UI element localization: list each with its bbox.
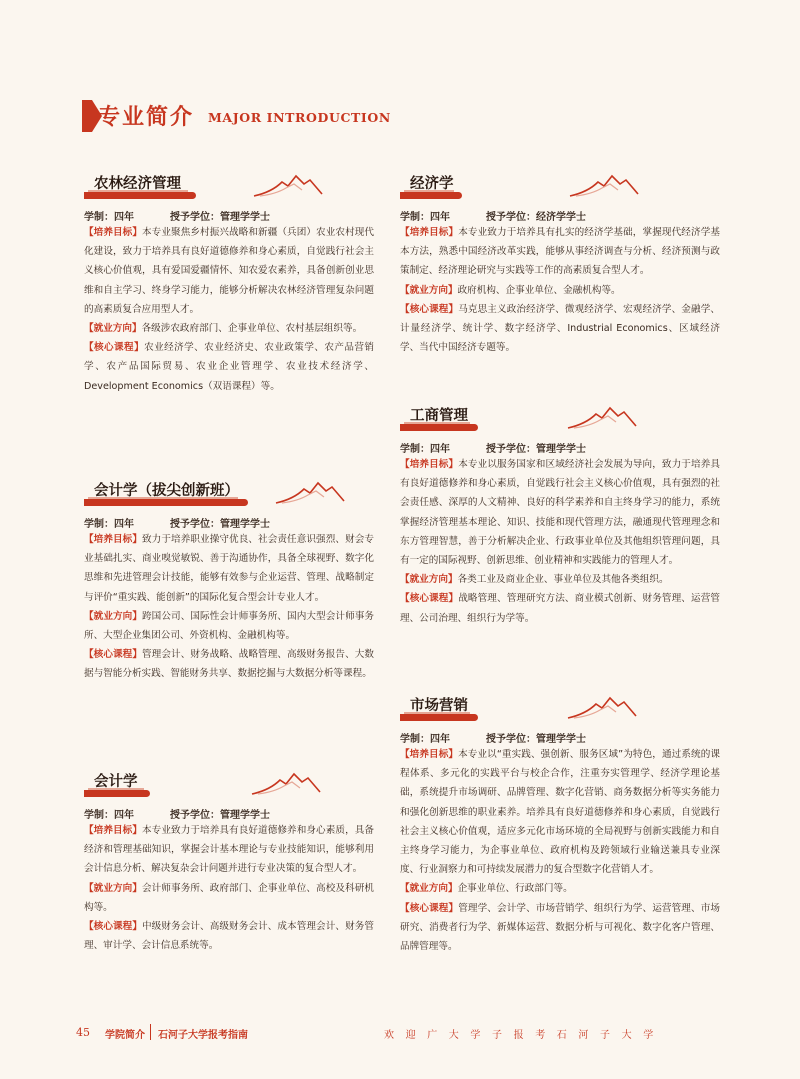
major-section-accounting-elite [84, 477, 374, 684]
career-text: 企事业单位、行政部门等。 [457, 883, 573, 895]
courses-paragraph [84, 917, 374, 955]
courses-text: 战略管理、管理研究方法、商业模式创新、财务管理、运营管理、公司治理、组织行为学等。 [400, 593, 721, 624]
goal-paragraph [84, 821, 374, 879]
duration: 学制：四年 [400, 734, 450, 745]
courses-label: 【核心课程】 [84, 649, 143, 661]
mountain-icon [252, 170, 324, 200]
courses-text: 中级财务会计、高级财务会计、成本管理会计、财务管理、审计学、会计信息系统等。 [84, 921, 374, 952]
career-label: 【就业方向】 [84, 610, 143, 622]
major-section-business-admin [400, 402, 720, 628]
goal-label: 【培养目标】 [400, 227, 459, 238]
goal-label: 【培养目标】 [84, 825, 143, 836]
career-label: 【就业方向】 [84, 323, 142, 335]
major-title-row [400, 692, 720, 722]
goal-label: 【培养目标】 [84, 534, 143, 545]
career-text: 各类工业及商业企业、事业单位及其他各类组织。 [457, 574, 669, 586]
mountain-icon [274, 477, 346, 507]
header-title-cn: 专业简介 [98, 104, 195, 130]
duration: 学制：四年 [84, 810, 134, 821]
duration: 学制：四年 [84, 212, 134, 223]
major-title: 农林经济管理 [94, 176, 181, 192]
degree-line [84, 208, 374, 223]
career-paragraph [84, 607, 374, 645]
goal-text: 本专业致力于培养具有扎实的经济学基础，掌握现代经济学基本方法，熟悉中国经济改革实践，能够从事经济调查与分析、经济预测与政策制定、经济理论研究与实践等工作的高素质复合型人才。 [400, 227, 721, 277]
courses-text: 管理会计、财务战略、战略管理、高级财务报告、大数据与智能分析实践、智能财务共享、数据挖掘与大数据分析等课程。 [84, 649, 374, 680]
goal-paragraph [84, 223, 374, 319]
mountain-icon [568, 170, 640, 200]
major-title: 市场营销 [410, 698, 468, 714]
courses-text: 管理学、会计学、市场营销学、组织行为学、运营管理、市场研究、消费者行为学、新媒体运营、数据分析与可视化、数字化客户管理、品牌管理等。 [400, 902, 721, 953]
title-underline [400, 192, 462, 199]
degree: 授予学位：管理学学士 [486, 734, 586, 745]
goal-text: 本专业聚焦乡村振兴战略和新疆（兵团）农业农村现代化建设，致力于培养具有良好道德修养和身心素质，自觉践行社会主义核心价值观，具有爱国爱疆情怀、知农爱农素养，具备创新创业思维和自主学习、终身学习能力，能够分析解决农林经济管理复杂问题的高素质复合应用型人才。 [84, 227, 374, 315]
title-underline [84, 790, 150, 797]
courses-label: 【核心课程】 [84, 342, 145, 354]
footer-slogan: 欢迎广大学子报考石河子大学 [384, 1030, 665, 1041]
courses-paragraph [84, 338, 374, 396]
career-label: 【就业方向】 [400, 883, 458, 895]
footer-section-label: 学院简介 [105, 1030, 145, 1041]
career-text: 跨国公司、国际性会计师事务所、国内大型会计师事务所、大型企业集团公司、外资机构、金融机构等。 [84, 610, 374, 642]
major-section-agri-econ [84, 170, 374, 396]
career-paragraph [400, 281, 720, 300]
goal-text: 本专业致力于培养具有良好道德修养和身心素质，具备经济和管理基础知识，掌握会计基本理论与专业技能知识，能够利用会计信息分析、解决复杂会计问题并进行专业决策的复合型人才。 [84, 825, 374, 875]
courses-paragraph [400, 589, 720, 627]
major-title: 会计学（拔尖创新班） [94, 483, 239, 499]
goal-paragraph [400, 223, 720, 281]
career-text: 会计师事务所、政府部门、企事业单位、高校及科研机构等。 [84, 882, 374, 913]
title-underline [400, 714, 478, 721]
major-title-row [84, 477, 374, 507]
courses-label: 【核心课程】 [84, 921, 143, 933]
duration: 学制：四年 [400, 212, 450, 223]
courses-label: 【核心课程】 [400, 902, 459, 914]
footer-divider [150, 1024, 151, 1040]
duration: 学制：四年 [84, 519, 134, 530]
page-footer [0, 1018, 800, 1046]
duration: 学制：四年 [400, 444, 450, 455]
major-title: 经济学 [410, 176, 454, 192]
header-title-en: MAJOR INTRODUCTION [208, 110, 391, 125]
courses-label: 【核心课程】 [400, 593, 459, 605]
career-label: 【就业方向】 [84, 882, 143, 894]
courses-paragraph [84, 645, 374, 683]
degree-line [400, 440, 720, 455]
degree: 授予学位：经济学学士 [486, 212, 586, 223]
header-accent-bar [82, 100, 92, 132]
career-paragraph [400, 570, 720, 589]
degree: 授予学位：管理学学士 [486, 444, 586, 455]
courses-paragraph [400, 899, 720, 957]
footer-publication-title: 石河子大学报考指南 [158, 1030, 248, 1041]
goal-label: 【培养目标】 [84, 227, 143, 238]
career-paragraph [84, 319, 374, 338]
major-title-row [400, 402, 720, 432]
degree: 授予学位：管理学学士 [170, 519, 270, 530]
major-title: 会计学 [94, 774, 138, 790]
major-title: 工商管理 [410, 408, 468, 424]
career-label: 【就业方向】 [400, 284, 458, 296]
title-underline [84, 499, 248, 506]
title-underline [400, 424, 478, 431]
title-underline [84, 192, 196, 199]
page-number: 45 [76, 1026, 90, 1039]
degree-line [84, 515, 374, 530]
degree-line [400, 730, 720, 745]
career-text: 各级涉农政府部门、企事业单位、农村基层组织等。 [141, 323, 363, 335]
major-title-row [84, 170, 374, 200]
degree: 授予学位：管理学学士 [170, 810, 270, 821]
career-text: 政府机构、企事业单位、金融机构等。 [457, 284, 621, 296]
goal-text: 致力于培养职业操守优良、社会责任意识强烈、财会专业基础扎实、商业嗅觉敏锐、善于沟通协作，具备全球视野、数字化思维和先进管理会计技能，能够有效参与企业运营、管理、战略制定与评价“重实践、能创新”的国际化复合型会计专业人才。 [84, 534, 374, 603]
courses-paragraph [400, 300, 720, 358]
courses-text: 马克思主义政治经济学、微观经济学、宏观经济学、金融学、计量经济学、统计学、数字经济学、Industrial Economics、区域经济学、当代中国经济专题等。 [400, 303, 721, 354]
mountain-icon [566, 692, 638, 722]
goal-paragraph [400, 455, 720, 570]
goal-label: 【培养目标】 [400, 749, 459, 760]
goal-paragraph [400, 745, 720, 879]
degree-line [84, 806, 374, 821]
degree: 授予学位：管理学学士 [170, 212, 270, 223]
mountain-icon [250, 768, 322, 798]
major-title-row [84, 768, 374, 798]
courses-label: 【核心课程】 [400, 303, 459, 315]
major-section-marketing [400, 692, 720, 956]
career-label: 【就业方向】 [400, 574, 458, 586]
major-section-economics [400, 170, 720, 357]
goal-paragraph [84, 530, 374, 607]
major-section-accounting [84, 768, 374, 955]
goal-label: 【培养目标】 [400, 459, 459, 470]
degree-line [400, 208, 720, 223]
courses-text: 农业经济学、农业经济史、农业政策学、农产品营销学、农产品国际贸易、农业企业管理学、农业技术经济学、Development Economics（双语课程）等。 [84, 342, 375, 392]
mountain-icon [566, 402, 638, 432]
goal-text: 本专业以“重实践、强创新、服务区域”为特色，通过系统的课程体系、多元化的实践平台与校企合作，注重夯实管理学、经济学理论基础，系统提升市场调研、品牌管理、数字化营销、商务数据分析等实务能力和强化创新思维的职业素养。培养具有良好道德修养和身心素质，自觉践行社会主义核心价值观，适应多元化市场环境的全局视野与创新实践能力和自主终身学习能力，为企事业单位、政府机构及跨领域行业输送兼具专业深度、行业洞察力和可持续发展潜力的复合型数字化营销人才。 [400, 749, 720, 876]
career-paragraph [84, 879, 374, 917]
goal-text: 本专业以服务国家和区域经济社会发展为导向，致力于培养具有良好道德修养和身心素质，自觉践行社会主义核心价值观，具有强烈的社会责任感、深厚的人文精神、良好的科学素养和自主终身学习的能力，系统掌握经济管理基本理论、知识、技能和现代管理方法，融通现代管理理念和东方管理智慧，善于分析解决企业、行政事业单位及其他组织管理问题，具有一定的国际视野、创新思维、创业精神和实践能力的管理人才。 [400, 459, 721, 567]
career-paragraph [400, 879, 720, 898]
major-title-row [400, 170, 720, 200]
